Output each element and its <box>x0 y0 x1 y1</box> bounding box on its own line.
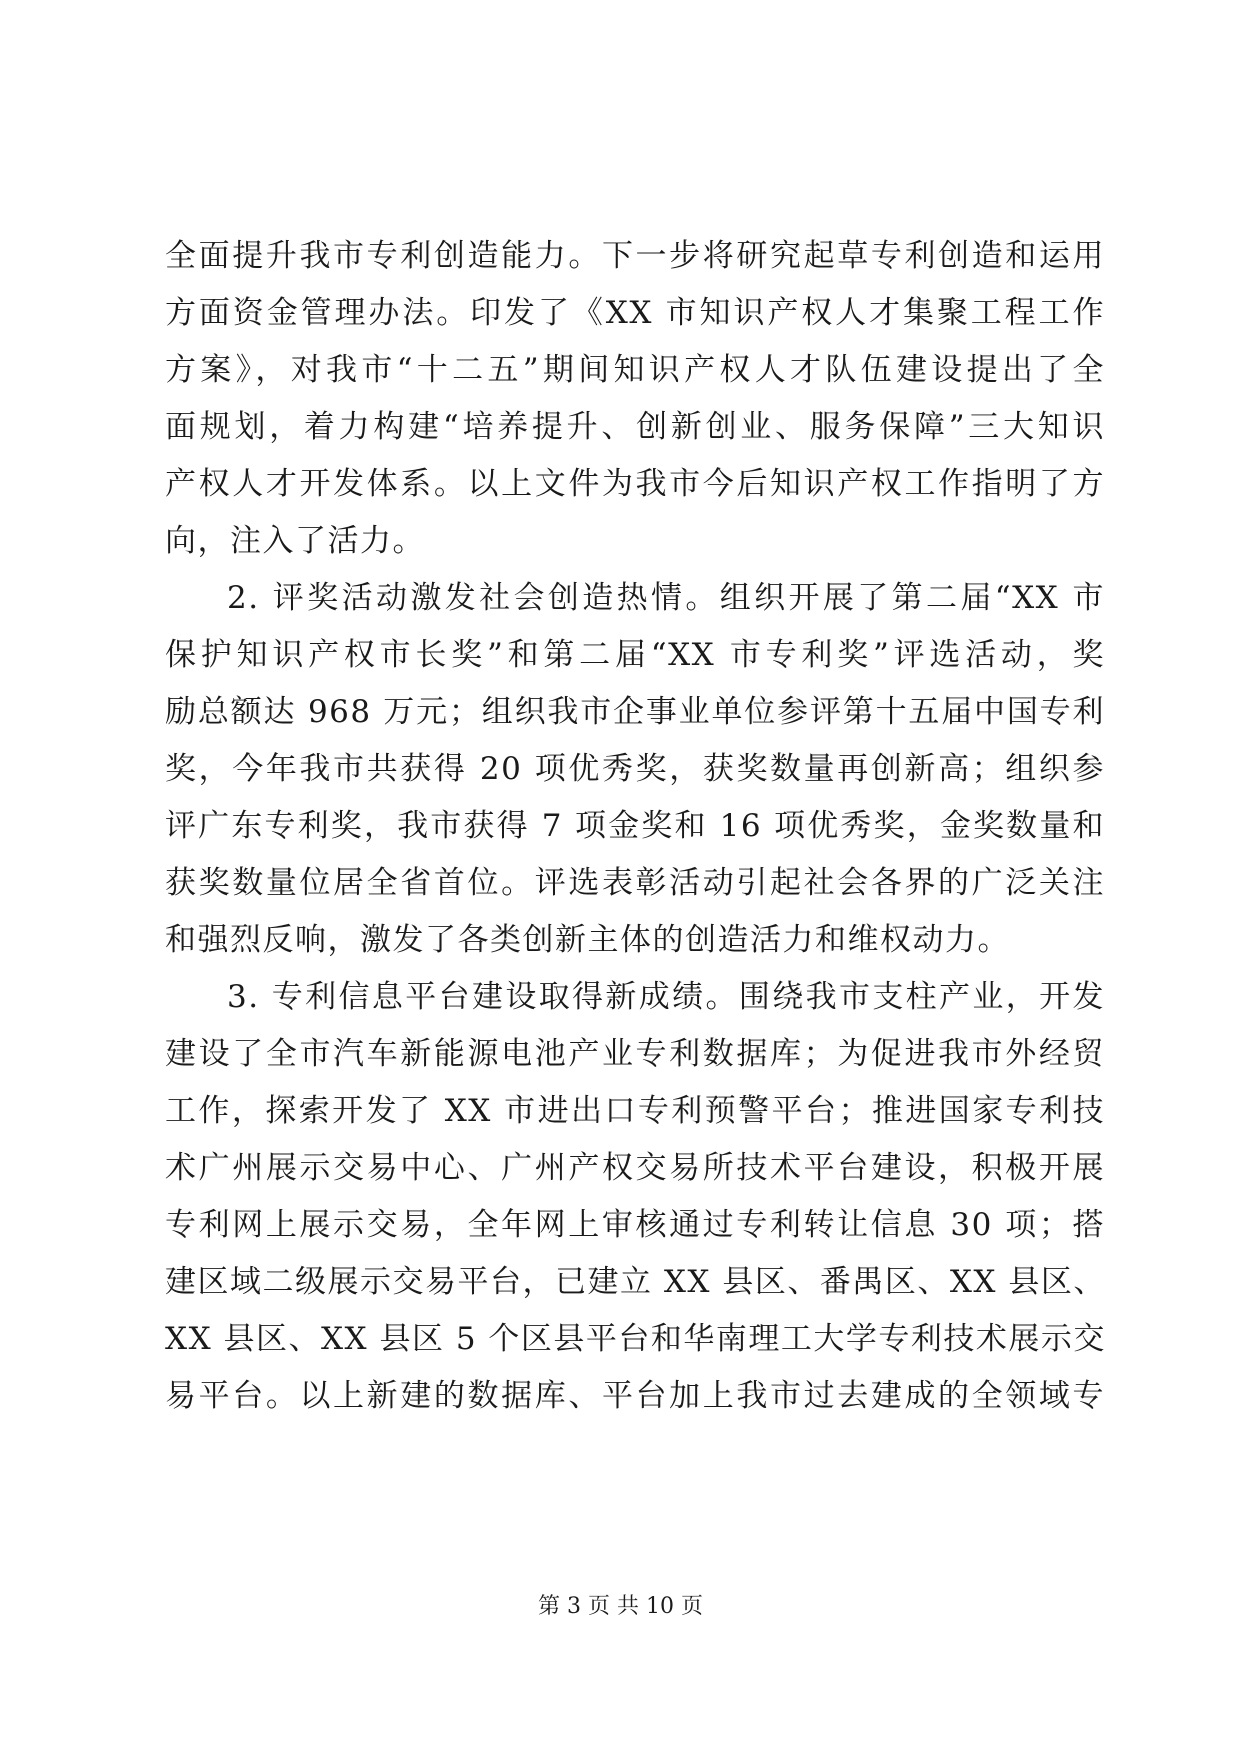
text-line: 术广州展示交易中心、广州产权交易所技术平台建设，积极开展 <box>165 1150 1105 1186</box>
text-line: 面规划，着力构建“培养提升、创新创业、服务保障”三大知识 <box>165 409 1105 445</box>
body-text <box>165 228 1105 1425</box>
text-line: 2. 评奖活动激发社会创造热情。组织开展了第二届“XX 市 <box>227 580 1105 616</box>
text-line: 工作，探索开发了 XX 市进出口专利预警平台；推进国家专利技 <box>165 1093 1105 1129</box>
text-line: 建区域二级展示交易平台，已建立 XX 县区、番禺区、XX 县区、 <box>165 1264 1106 1300</box>
text-line: XX 县区、XX 县区 5 个区县平台和华南理工大学专利技术展示交 <box>165 1321 1106 1357</box>
text-line: 易平台。以上新建的数据库、平台加上我市过去建成的全领域专 <box>165 1378 1105 1414</box>
text-line: 保护知识产权市长奖”和第二届“XX 市专利奖”评选活动，奖 <box>165 637 1105 673</box>
text-line: 方案》，对我市“十二五”期间知识产权人才队伍建设提出了全 <box>165 352 1105 388</box>
text-line: 获奖数量位居全省首位。评选表彰活动引起社会各界的广泛关注 <box>165 865 1105 901</box>
text-line: 全面提升我市专利创造能力。下一步将研究起草专利创造和运用 <box>165 238 1105 274</box>
page-number-footer: 第 3 页 共 10 页 <box>538 1594 703 1619</box>
text-line: 3. 专利信息平台建设取得新成绩。围绕我市支柱产业，开发 <box>227 979 1105 1015</box>
text-line: 评广东专利奖，我市获得 7 项金奖和 16 项优秀奖，金奖数量和 <box>165 808 1105 844</box>
text-line: 和强烈反响，激发了各类创新主体的创造活力和维权动力。 <box>165 922 1010 958</box>
text-line: 向，注入了活力。 <box>165 523 425 559</box>
text-line: 奖，今年我市共获得 20 项优秀奖，获奖数量再创新高；组织参 <box>165 751 1105 787</box>
text-line: 方面资金管理办法。印发了《XX 市知识产权人才集聚工程工作 <box>165 295 1105 331</box>
text-line: 励总额达 968 万元；组织我市企事业单位参评第十五届中国专利 <box>165 694 1105 730</box>
text-line: 产权人才开发体系。以上文件为我市今后知识产权工作指明了方 <box>165 466 1105 502</box>
text-line: 建设了全市汽车新能源电池产业专利数据库；为促进我市外经贸 <box>165 1036 1105 1072</box>
text-line: 专利网上展示交易，全年网上审核通过专利转让信息 30 项；搭 <box>165 1207 1105 1243</box>
